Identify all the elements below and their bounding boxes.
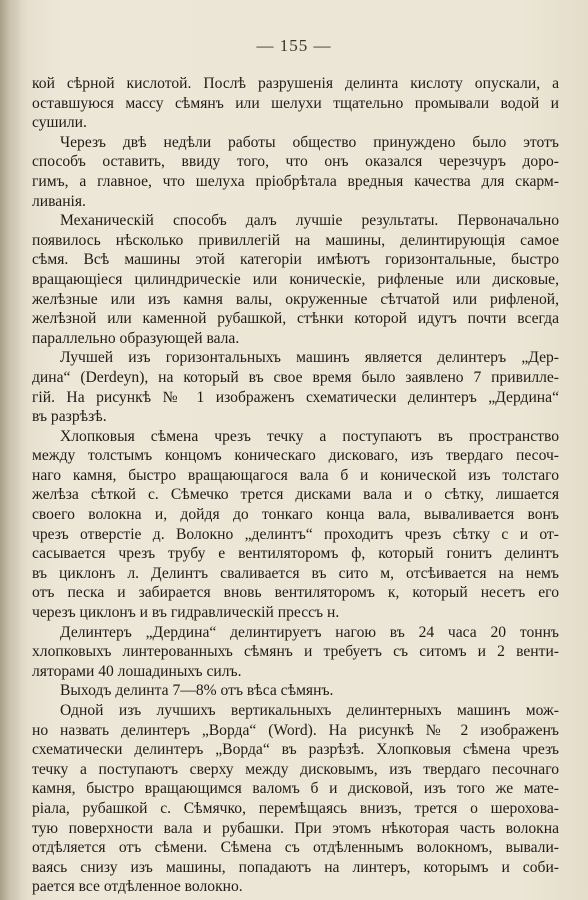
text-line: въ циклонъ л. Делинтъ сваливается въ сито м, отсѣивается на немъ <box>32 564 559 582</box>
text-line: появилось нѣсколько привиллегій на машины, делинтирующія самое <box>32 231 559 249</box>
text-line: течку а поступаютъ сверху между дисковымъ, изъ твердаго песочнаго <box>32 760 559 778</box>
text-line: кой сѣрной кислотой. Послѣ разрушенія делинта кислоту опускали, а <box>32 75 559 92</box>
text-line: параллельно образующей вала. <box>32 329 240 347</box>
paragraph <box>32 211 559 348</box>
text-line: Лучшей изъ горизонтальныхъ машинъ является делинтеръ „Дер- <box>60 349 559 367</box>
text-line: способъ оставить, ввиду того, что онъ оказался черезчуръ доро- <box>32 153 559 171</box>
text-line: сушили. <box>32 114 87 132</box>
text-line: Выходъ делинта 7—8% отъ вѣса сѣмянъ. <box>60 682 334 700</box>
text-line: отдѣляется отъ сѣмени. Сѣмена съ отдѣленнымъ волокномъ, вывали- <box>32 839 559 857</box>
text-line: желѣза сѣткой с. Сѣмечко трется дисками вала и о сѣтку, лишается <box>32 486 559 504</box>
paragraph <box>32 701 559 897</box>
text-line: отъ песка и забирается вновь вентиляторомъ к, который несетъ его <box>32 584 559 602</box>
text-line: сѣмя. Всѣ машины этой категоріи имѣютъ горизонтальные, быстро <box>32 251 559 269</box>
text-line: сасывается чрезъ трубу е вентиляторомъ ф, который гонитъ делинтъ <box>32 545 559 563</box>
text-line: чрезъ отверстіе д. Волокно „делинтъ“ проходитъ чрезъ сѣтку с и от- <box>32 525 559 543</box>
text-line: гій. На рисункѣ № 1 изображенъ схематически делинтеръ „Дердина“ <box>32 388 559 406</box>
paragraph <box>32 74 559 133</box>
text-line: желѣзные или изъ камня валы, окруженные сѣтчатой или рифленой, <box>32 290 559 308</box>
text-line: хлопковыхъ линтерованныхъ сѣмянъ и требуетъ съ ситомъ и 2 венти- <box>32 643 559 661</box>
text-line: желѣзной или каменной рубашкой, стѣнки которой идутъ почти всегда <box>32 310 559 328</box>
paragraph <box>32 623 559 682</box>
text-line: но назвать делинтеръ „Ворда“ (Word). На рисункѣ № 2 изображенъ <box>32 721 559 739</box>
text-line: Делинтеръ „Дердина“ делинтируетъ нагою въ 24 часа 20 тоннъ <box>60 623 559 641</box>
text-line: своего волокна и, дойдя до тонкаго конца вала, вываливается вонъ <box>32 506 559 524</box>
text-line: Хлопковыя сѣмена чрезъ течку а поступаютъ въ пространство <box>60 427 559 445</box>
text-line: въ разрѣзѣ. <box>32 408 107 426</box>
text-line: ливанія. <box>32 192 86 210</box>
paragraph <box>32 681 559 701</box>
body-text <box>32 74 559 897</box>
text-line: тую поверхности вала и рубашки. При этомъ нѣкоторая часть волокна <box>32 819 559 837</box>
paragraph <box>32 427 559 623</box>
text-line: Черезъ двѣ недѣли работы общество принуждено было этотъ <box>60 133 559 151</box>
text-line: гимъ, а главное, что шелуха пріобрѣтала вредныя качества для скарм- <box>32 172 559 190</box>
text-line: схематически делинтеръ „Ворда“ въ разрѣзѣ. Хлопковыя сѣмена чрезъ <box>32 741 559 759</box>
page-number: — 155 — <box>256 36 332 55</box>
text-line: вращающіеся цилиндрическіе или коническіе, рифленые или дисковые, <box>32 270 559 288</box>
paragraph <box>32 133 559 211</box>
text-line: дина“ (Derdeyn), на который въ свое время было заявлено 7 привилле- <box>32 368 559 386</box>
text-line: ваясь снизу изъ машины, попадаютъ на линтеръ, которымъ и соби- <box>32 858 559 876</box>
paragraph <box>32 348 559 426</box>
text-line: камня, быстро вращающимся валомъ б и дисковой, изъ того же мате- <box>32 780 559 798</box>
text-line: наго камня, быстро вращающагося вала б и конической изъ толстаго <box>32 466 559 484</box>
text-line: Одной изъ лучшихъ вертикальныхъ делинтерныхъ машинъ мож- <box>60 702 559 719</box>
text-line: рается все отдѣленное волокно. <box>32 878 243 896</box>
text-line: оставшуюся массу сѣмянъ или шелухи тщательно промывали водой и <box>32 94 559 112</box>
text-line: ріала, рубашкой с. Сѣмячко, перемѣщаясь внизъ, трется о шерохова- <box>32 799 559 817</box>
text-line: черезъ циклонъ и въ гидравлическій прессъ н. <box>32 604 340 622</box>
text-line: между толстымъ концомъ коническаго дисковаго, изъ твердаго песоч- <box>32 447 559 465</box>
text-line: Механическій способъ далъ лучшіе результаты. Первоначально <box>60 212 559 230</box>
text-line: ляторами 40 лошадиныхъ силъ. <box>32 662 242 680</box>
